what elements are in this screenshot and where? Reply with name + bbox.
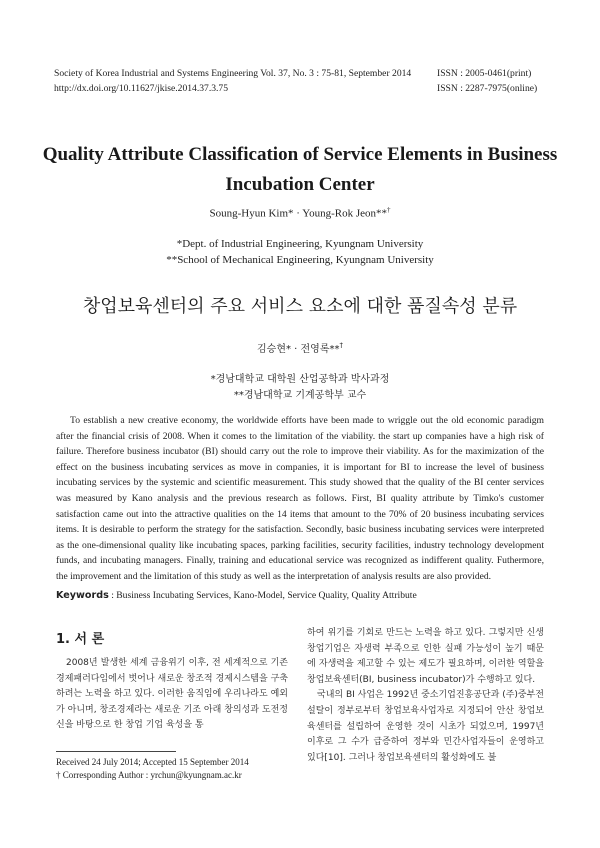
korean-title: 창업보육센터의 주요 서비스 요소에 대한 품질속성 분류 bbox=[82, 296, 518, 317]
korean-affiliation-2: **경남대학교 기계공학부 교수 bbox=[233, 390, 367, 401]
body-left-paragraph: 2008년 발생한 세계 금융위기 이후, 전 세계적으로 기존 경제패러다임에서 벗어나 새로운 창조적 경제시스템을 구축하려는 노력을 하고 있다. 이러한 움직임에 우리나라도 예외가 아니며, 창조경제라는 새로운 기조 아래 창의성과 도전정신을 바탕으로 한 창업 기업 육성을 통 bbox=[56, 658, 288, 731]
received-accepted: Received 24 July 2014; Accepted 15 September 2014 bbox=[56, 757, 249, 767]
keywords-label: Keywords bbox=[56, 590, 109, 601]
korean-affiliations bbox=[0, 372, 600, 404]
body-right-column bbox=[307, 626, 544, 766]
english-affiliations bbox=[0, 236, 600, 268]
body-right-paragraph-2: 국내의 BI 사업은 1992년 중소기업진흥공단과 (주)중부전설탈이 정부로부터 창업보육사업자로 지정되어 안산 창업보육센터를 설립하여 운영한 것이 시초가 되었으며, 1997년 이후로 그 수가 급증하여 정부와 민간사업자들이 운영하고 있다[10]. 그러나 창업보육센터의 활성화에도 불 bbox=[307, 690, 544, 763]
issn-online: ISSN : 2287-7975(online) bbox=[437, 83, 538, 94]
korean-corresponding-mark: † bbox=[339, 341, 343, 350]
footnote-divider bbox=[56, 751, 176, 752]
keywords bbox=[56, 590, 544, 601]
keywords-text: Business Incubating Services, Kano-Model, Service Quality, Quality Attribute bbox=[116, 590, 417, 601]
korean-authors bbox=[0, 340, 600, 355]
english-corresponding-mark: † bbox=[387, 206, 391, 214]
issn-print: ISSN : 2005-0461(print) bbox=[437, 68, 532, 79]
korean-affiliation-1: *경남대학교 대학원 산업공학과 박사과정 bbox=[210, 374, 390, 385]
corresponding-author bbox=[56, 769, 249, 782]
journal-citation: Society of Korea Industrial and Systems Engineering Vol. 37, No. 3 : 75-81, September 2014 bbox=[54, 68, 412, 79]
corresponding-mark: † bbox=[56, 770, 61, 780]
english-title: Quality Attribute Classification of Service Elements in Business Incubation Center bbox=[42, 144, 558, 195]
doi-link[interactable]: http://dx.doi.org/10.11627/jkise.2014.37.3.75 bbox=[54, 83, 229, 94]
journal-header bbox=[54, 66, 411, 96]
keywords-separator: : bbox=[108, 590, 117, 601]
section-title: 1. 서 론 bbox=[56, 632, 105, 647]
body-right-paragraph-1: 하여 위기를 기회로 만드는 노력을 하고 있다. 그렇지만 신생 창업기업은 자생력 부족으로 인한 실패 가능성이 높기 때문에 자생력을 제고할 수 있는 제도가 필요하며, 이러한 역할을 창업보육센터(BI, business incubator)가 수행하고 있다. bbox=[307, 628, 544, 685]
corresponding-author-text: Corresponding Author : yrchun@kyungnam.ac.kr bbox=[60, 770, 242, 780]
english-author-names: Soung-Hyun Kim* · Young-Rok Jeon** bbox=[209, 207, 388, 220]
english-authors bbox=[0, 206, 600, 220]
footnotes bbox=[56, 756, 249, 782]
english-affiliation-2: **School of Mechanical Engineering, Kyungnam University bbox=[166, 254, 434, 266]
english-affiliation-1: *Dept. of Industrial Engineering, Kyungnam University bbox=[176, 238, 424, 250]
issn-block bbox=[437, 66, 537, 96]
korean-author-names: 김승현* · 전영록** bbox=[257, 344, 340, 355]
abstract: To establish a new creative economy, the worldwide efforts have been made to wriggle out the old economic paradigm after the financial crisis of 2008. When it comes to the limitation of the viability. the start up companies have a high risk of failure. Therefore business incubator (BI) should carry out the role to improve their viability. As for the maximization of the effect on the business incubating services as move in companies, it is important for BI to increase the level of business incubating services by the systemic and scientific measurement. This study showed that the quality of the BI center services was measured by Kano analysis and the previous research as follows. First, BI quality attribute by Timko's customer satisfaction came out into the attractive qualities on the 14 items that amount to the 70% of 20 business incubating services items. It is desirable to perform the strategy for the satisfaction. Secondly, basic business incubating services were interpreted as the one-dimensional quality like incubating spaces, parking facilities, security facilities, industry technology development funds, and incubating managers. Finally, training and educational service was recognized as indifferent quality. Futhermore, the improvement and the limitation of this study as well as the interpretation of analysis results are also provided. bbox=[56, 415, 544, 582]
